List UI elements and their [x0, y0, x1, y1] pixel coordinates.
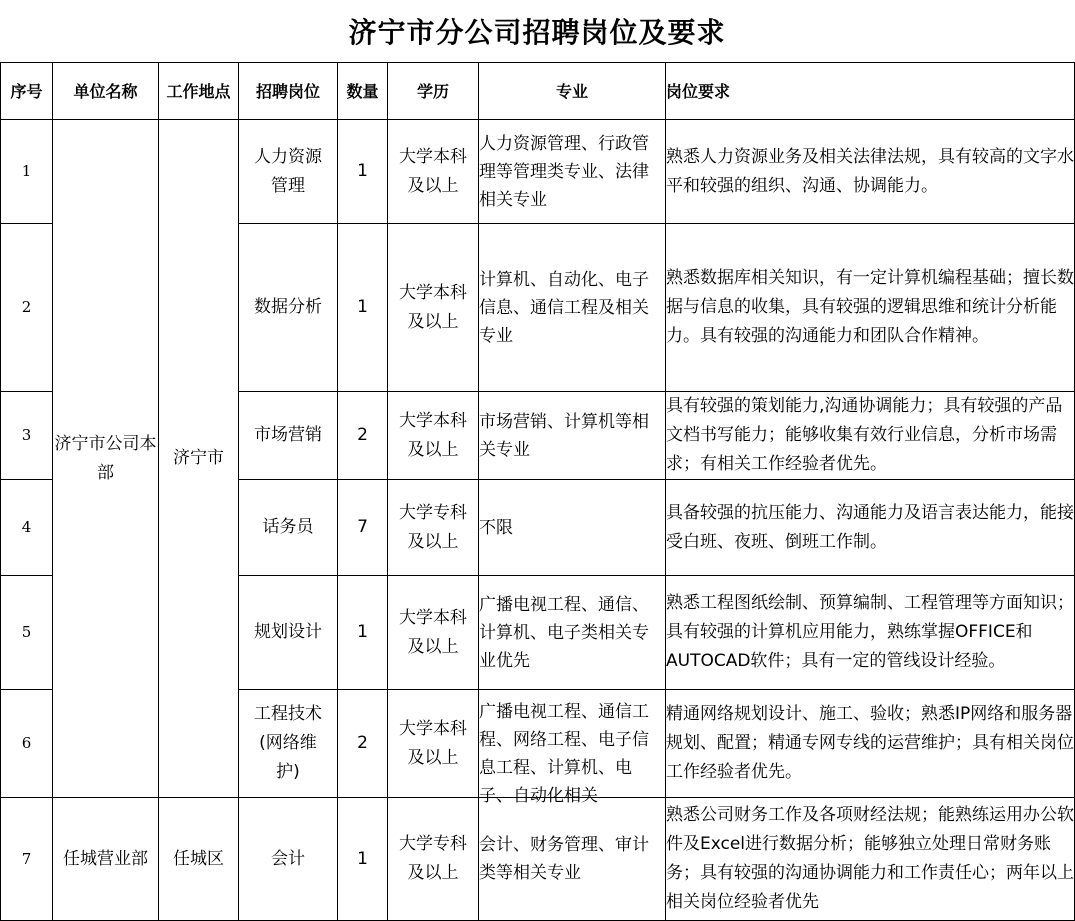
education-level: 大学本科及以上 [388, 224, 479, 392]
job-requirement-text: 熟悉公司财务工作及各项财经法规；能熟练运用办公软件及Excel进行数据分析；能够独立处理日常财务账务；具有较强的沟通协调能力和工作责任心；两年以上相关岗位经验者优先 [666, 805, 1074, 912]
position-name: 市场营销 [239, 392, 338, 480]
header-position: 招聘岗位 [239, 63, 338, 120]
major-requirement: 计算机、自动化、电子信息、通信工程及相关专业 [479, 224, 666, 392]
position-name: 人力资源管理 [239, 120, 338, 224]
position-name: 会计 [239, 798, 338, 921]
position-name: 工程技术(网络维护) [239, 690, 338, 798]
position-count: 1 [338, 224, 388, 392]
education-level: 大学本科及以上 [388, 576, 479, 690]
work-location: 任城区 [159, 798, 239, 921]
row-seq: 6 [1, 690, 53, 798]
header-unit: 单位名称 [53, 63, 159, 120]
row-seq: 3 [1, 392, 53, 480]
job-requirement: 熟悉数据库相关知识，有一定计算机编程基础；擅长数据与信息的收集，具有较强的逻辑思维和统计分析能力。具有较强的沟通能力和团队合作精神。 [666, 224, 1075, 392]
position-count: 1 [338, 120, 388, 224]
unit-name: 任城营业部 [53, 798, 159, 921]
major-requirement: 广播电视工程、通信、计算机、电子类相关专业优先 [479, 576, 666, 690]
header-education: 学历 [388, 63, 479, 120]
position-name: 数据分析 [239, 224, 338, 392]
education-level: 大学专科及以上 [388, 480, 479, 576]
position-count: 2 [338, 690, 388, 798]
education-level: 大学专科及以上 [388, 798, 479, 921]
major-requirement: 不限 [479, 480, 666, 576]
position-name: 话务员 [239, 480, 338, 576]
work-location: 济宁市 [159, 120, 239, 798]
table-row [1, 798, 1075, 921]
job-requirement [666, 798, 1075, 921]
header-seq: 序号 [1, 63, 53, 120]
job-requirement: 熟悉工程图纸绘制、预算编制、工程管理等方面知识；具有较强的计算机应用能力，熟练掌握OFFICE和AUTOCAD软件；具有一定的管线设计经验。 [666, 576, 1075, 690]
job-requirement: 熟悉人力资源业务及相关法律法规，具有较高的文字水平和较强的组织、沟通、协调能力。 [666, 120, 1075, 224]
major-requirement: 人力资源管理、行政管理等管理类专业、法律相关专业 [479, 120, 666, 224]
education-level: 大学本科及以上 [388, 392, 479, 480]
header-count: 数量 [338, 63, 388, 120]
header-requirement: 岗位要求 [666, 63, 1075, 120]
unit-name: 济宁市公司本部 [53, 120, 159, 798]
row-seq: 7 [1, 798, 53, 921]
header-major: 专业 [479, 63, 666, 120]
page-title: 济宁市分公司招聘岗位及要求 [348, 16, 726, 49]
row-seq: 1 [1, 120, 53, 224]
major-requirement: 会计、财务管理、审计类等相关专业 [479, 798, 666, 921]
header-location: 工作地点 [159, 63, 239, 120]
row-seq: 5 [1, 576, 53, 690]
education-level: 大学本科及以上 [388, 120, 479, 224]
major-requirement-text: 广播电视工程、通信工程、网络工程、电子信息工程、计算机、电子、自动化相关 [479, 701, 649, 806]
position-name: 规划设计 [239, 576, 338, 690]
education-level: 大学本科及以上 [388, 690, 479, 798]
row-seq: 4 [1, 480, 53, 576]
position-count: 1 [338, 576, 388, 690]
position-count: 1 [338, 798, 388, 921]
row-seq: 2 [1, 224, 53, 392]
header-row [1, 63, 1075, 120]
position-count: 7 [338, 480, 388, 576]
major-requirement: 市场营销、计算机等相关专业 [479, 392, 666, 480]
recruitment-table [0, 62, 1075, 921]
job-requirement: 精通网络规划设计、施工、验收；熟悉IP网络和服务器规划、配置；精通专网专线的运营维护；具有相关岗位工作经验者优先。 [666, 690, 1075, 798]
job-requirement: 具有较强的策划能力,沟通协调能力；具有较强的产品文档书写能力；能够收集有效行业信息，分析市场需求；有相关工作经验者优先。 [666, 392, 1075, 480]
position-count: 2 [338, 392, 388, 480]
major-requirement [479, 690, 666, 806]
job-requirement: 具备较强的抗压能力、沟通能力及语言表达能力，能接受白班、夜班、倒班工作制。 [666, 480, 1075, 576]
table-row [1, 120, 1075, 224]
